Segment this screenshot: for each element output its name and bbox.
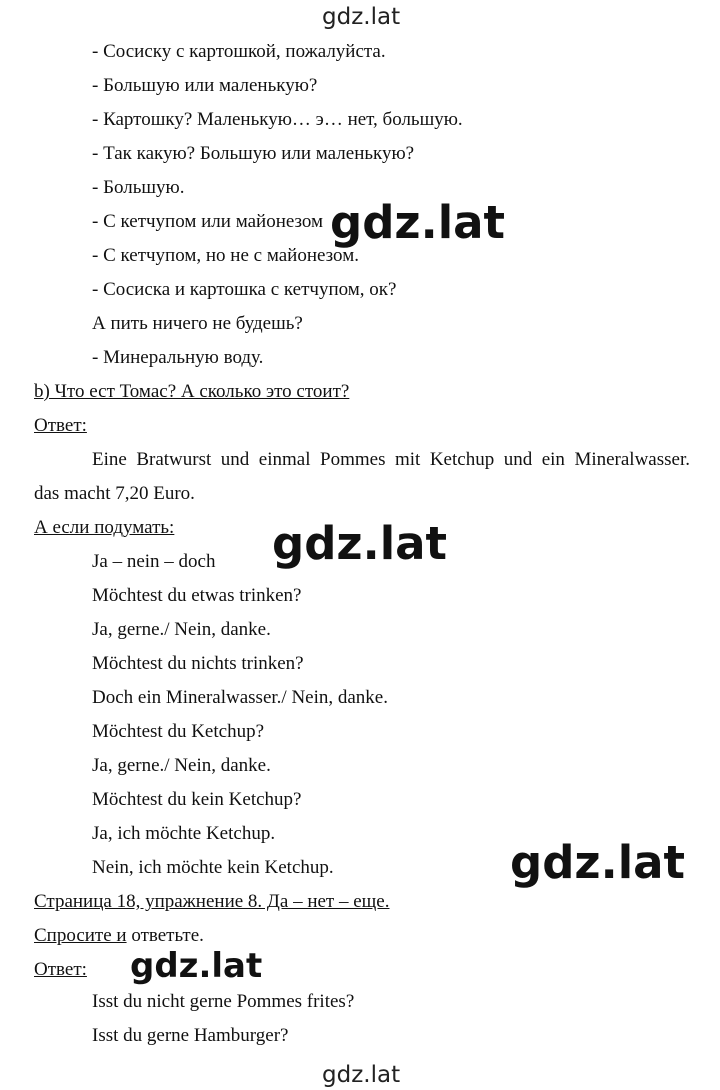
watermark-mid-2: gdz.lat: [272, 517, 448, 570]
think-line-3: Ja, gerne./ Nein, danke.: [92, 619, 271, 640]
exercise-8-task-part-2: ответьте.: [126, 925, 204, 946]
think-heading: А если подумать:: [34, 517, 175, 538]
think-line-7: Ja, gerne./ Nein, danke.: [92, 755, 271, 776]
section-b-answer: [34, 443, 690, 511]
think-line-8: Möchtest du kein Ketchup?: [92, 789, 302, 810]
dialogue-line-9: А пить ничего не будешь?: [92, 313, 303, 334]
exercise-8-task-part-1: Спросите и: [34, 925, 127, 946]
exercise-8-task: [34, 924, 204, 948]
dialogue-line-3: - Картошку? Маленькую… э… нет, большую.: [92, 109, 463, 130]
think-line-4: Möchtest du nichts trinken?: [92, 653, 304, 674]
dialogue-line-7: - С кетчупом, но не с майонезом.: [92, 245, 359, 266]
dialogue-line-8: - Сосиска и картошка с кетчупом, ок?: [92, 279, 397, 300]
think-line-10: Nein, ich möchte kein Ketchup.: [92, 857, 334, 878]
section-b-answer-line-1: Eine Bratwurst und einmal Pommes mit Ketchup und ein Mineralwasser.: [92, 449, 690, 470]
watermark-top: gdz.lat: [322, 4, 401, 30]
section-b-question: b) Что ест Томас? А сколько это стоит?: [34, 381, 350, 402]
dialogue-line-2: - Большую или маленькую?: [92, 75, 318, 96]
watermark-answer: gdz.lat: [130, 946, 263, 986]
watermark-right: gdz.lat: [510, 836, 686, 889]
section-b-answer-label: Ответ:: [34, 415, 87, 436]
dialogue-line-1: - Сосиску с картошкой, пожалуйста.: [92, 41, 386, 62]
exercise-8-line-1: Isst du nicht gerne Pommes frites?: [92, 991, 355, 1012]
think-line-1: Ja – nein – doch: [92, 551, 216, 572]
watermark-bottom: gdz.lat: [322, 1062, 401, 1088]
think-line-5: Doch ein Mineralwasser./ Nein, danke.: [92, 687, 388, 708]
exercise-8-line-2: Isst du gerne Hamburger?: [92, 1025, 289, 1046]
think-line-6: Möchtest du Ketchup?: [92, 721, 265, 742]
watermark-mid-1: gdz.lat: [330, 196, 506, 249]
think-line-9: Ja, ich möchte Ketchup.: [92, 823, 276, 844]
dialogue-line-10: - Минеральную воду.: [92, 347, 264, 368]
exercise-8-answer-label: Ответ:: [34, 959, 87, 980]
section-b-answer-line-2: das macht 7,20 Euro.: [34, 483, 195, 504]
dialogue-line-4: - Так какую? Большую или маленькую?: [92, 143, 415, 164]
dialogue-line-6: - С кетчупом или майонезом: [92, 211, 324, 232]
think-line-2: Möchtest du etwas trinken?: [92, 585, 302, 606]
exercise-8-title: Страница 18, упражнение 8. Да – нет – еще.: [34, 891, 390, 912]
dialogue-line-5: - Большую.: [92, 177, 185, 198]
